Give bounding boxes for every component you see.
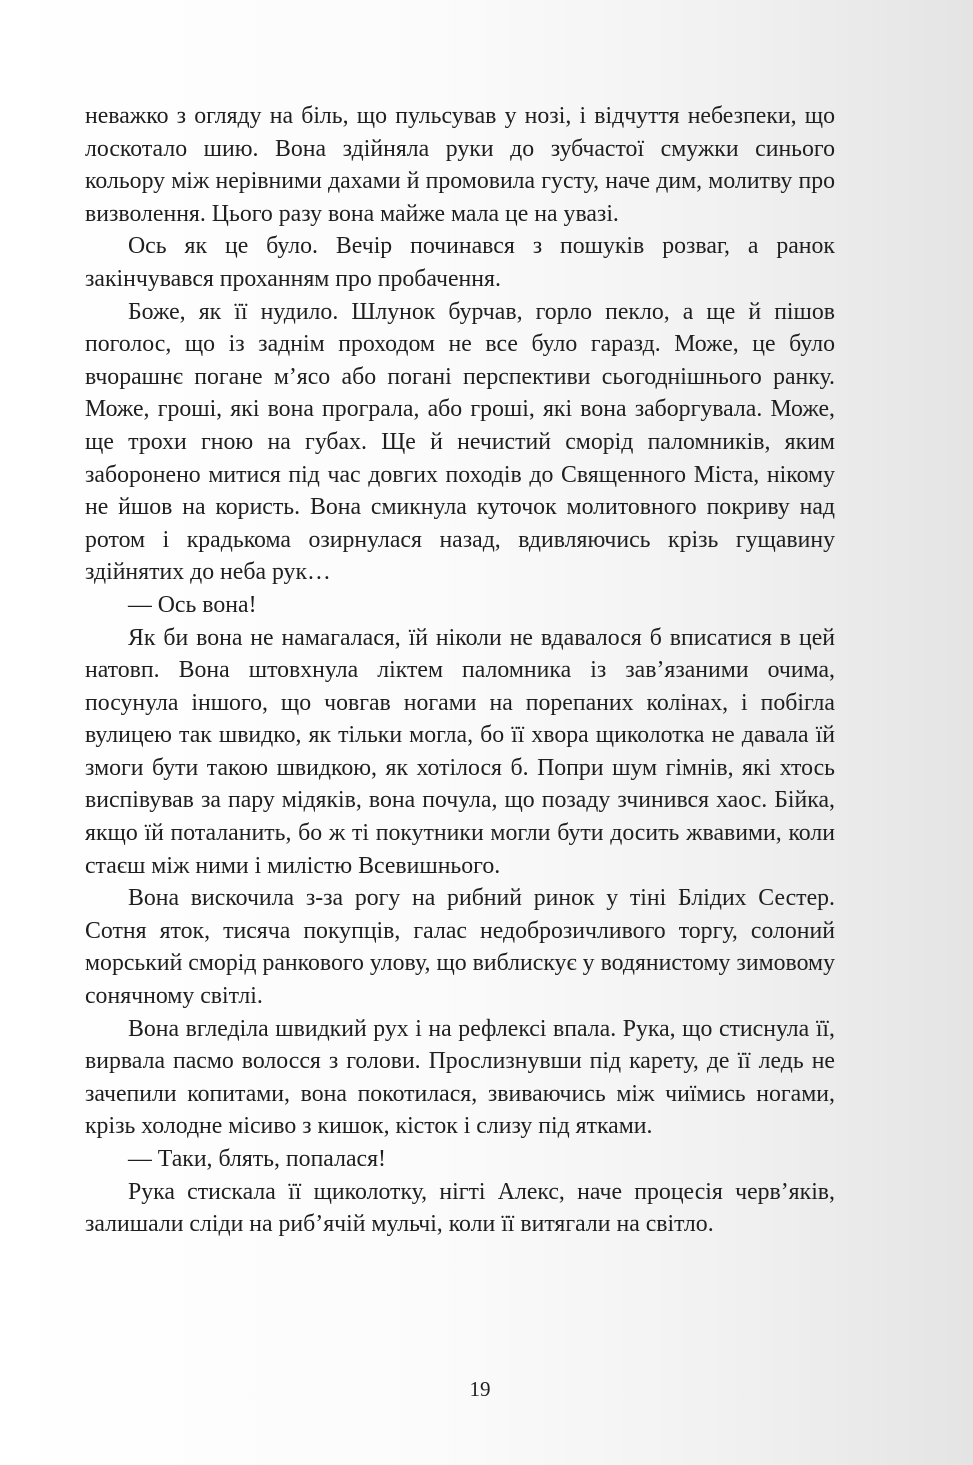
paragraph-9: Рука стискала її щиколотку, нігті Алекс, наче процесія черв’яків, залишали сліди на риб’ячій мульчі, коли її витягали на світло. bbox=[85, 1178, 835, 1238]
paragraph-5: Як би вона не намагалася, їй ніколи не вдавалося б вписатися в цей натовп. Вона штовхнула ліктем паломника із зав’язаними очима, посунула іншого, що човгав ногами на порепаних колінах, і побігла вулицею так швидко, як тільки могла, бо її хвора щиколотка не давала їй змоги бути такою швидкою, як хотілося б. Попри шум гімнів, які хтось виспівував за пару мідяків, вона почула, що позаду зчинився хаос. Бійка, якщо їй поталанить, бо ж ті покутники могли бути досить жвавими, коли стаєш між ними і милістю Всевишнього. bbox=[85, 624, 835, 879]
page-number: 19 bbox=[469, 1377, 491, 1401]
paragraph-2: Ось як це було. Вечір починався з пошуків розваг, а ранок закінчувався проханням про пробачення. bbox=[85, 233, 835, 292]
body-text bbox=[85, 100, 835, 1241]
paragraph-4-dialogue: — Ось вона! bbox=[128, 591, 257, 618]
paragraph-3: Боже, як її нудило. Шлунок бурчав, горло пекло, а ще й пішов поголос, що із заднім проходом не все було гаразд. Може, це було вчорашнє погане м’ясо або погані перспективи сьогоднішнього ранку. Може, гроші, які вона програла, або гроші, які вона заборгувала. Може, ще трохи гною на губах. Ще й нечистий сморід паломників, яким заборонено митися під час довгих походів до Священного Міста, нікому не йшов на користь. Вона смикнула куточок молитовного покриву над ротом і крадькома озирнулася назад, вдивляючись крізь гущавину здійнятих до неба рук… bbox=[85, 298, 835, 586]
paragraph-6: Вона вискочила з-за рогу на рибний ринок у тіні Блідих Сестер. Сотня яток, тисяча покупців, галас недоброзичливого торгу, солоний морський сморід ранкового улову, що виблискує у водянистому зимовому сонячному світлі. bbox=[85, 885, 835, 1010]
paragraph-8-dialogue: — Таки, блять, попалася! bbox=[128, 1146, 386, 1172]
paragraph-7: Вона вгледіла швидкий рух і на рефлексі впала. Рука, що стиснула її, вирвала пасмо волосся з голови. Прослизнувши під карету, де її ледь не зачепили копитами, вона покотилася, звиваючись між чиїмись ногами, крізь холодне місиво з кишок, кісток і слизу під ятками. bbox=[85, 1015, 835, 1140]
paragraph-1: неважко з огляду на біль, що пульсував у нозі, і відчуття небезпеки, що лоскотало шию. Вона здійняла руки до зубчастої смужки синього кольору між нерівними дахами й промовила густу, наче дим, молитву про визволення. Цього разу вона майже мала це на увазі. bbox=[85, 103, 835, 227]
